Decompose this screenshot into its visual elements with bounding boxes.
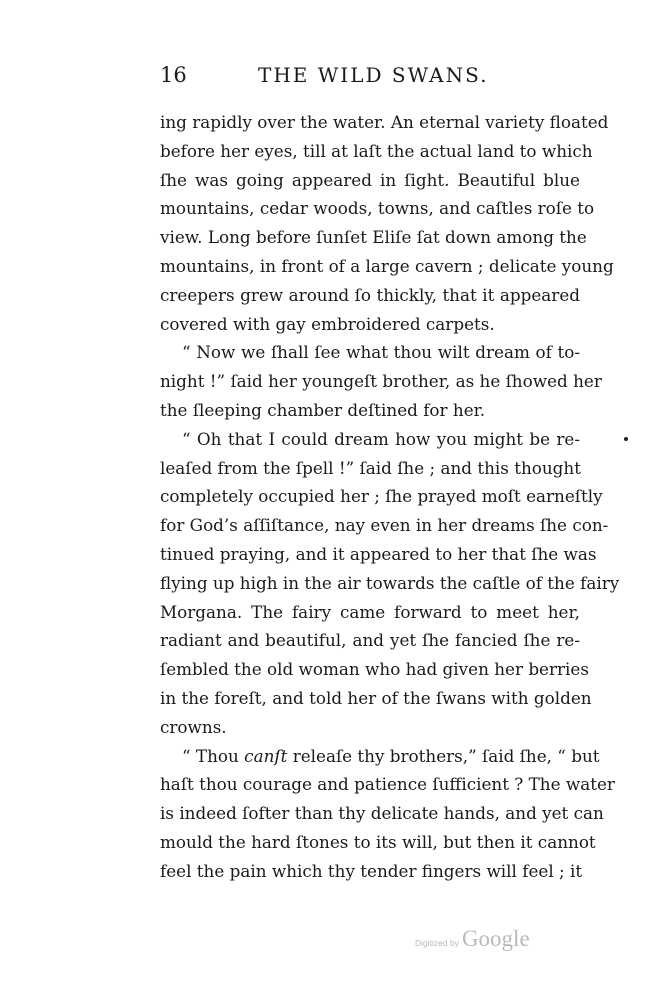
text-line: Morgana. The fairy came forward to meet her, [160, 601, 580, 622]
text-line: “ Oh that I could dream how you might be re- [182, 428, 580, 449]
text-line: mountains, in front of a large cavern ; delicate young [160, 255, 614, 276]
text-line: haſt thou courage and patience ſufficient ? The water [160, 774, 615, 795]
text-line: ing rapidly over the water. An eternal variety floated [160, 112, 609, 132]
text-line: ſembled the old woman who had given her berries [160, 659, 589, 680]
text-line: leaſed from the ſpell !” ſaid ſhe ; and this thought [160, 457, 581, 478]
text-line: radiant and beautiful, and yet ſhe fancied ſhe re- [160, 630, 580, 651]
text-line: mould the hard ſtones to its will, but then it cannot [160, 831, 596, 852]
text-line: in the foreſt, and told her of the ſwans with golden [160, 687, 592, 708]
text-line: completely occupied her ; ſhe prayed moſt earneſtly [160, 486, 603, 507]
text-line-mixed [160, 742, 600, 771]
text-line: night !” ſaid her youngeſt brother, as he ſhowed her [160, 371, 602, 392]
text-line: tinued praying, and it appeared to her that ſhe was [160, 543, 597, 564]
text-line: crowns. [160, 716, 227, 737]
italic-word: canſt [244, 745, 288, 766]
text-line: view. Long before ſunſet Eliſe ſat down among the [160, 227, 587, 248]
text-line: mountains, cedar woods, towns, and caſtles roſe to [160, 198, 595, 219]
text-line: “ Now we ſhall ſee what thou wilt dream of to- [182, 342, 580, 363]
text-line: covered with gay embroidered carpets. [160, 313, 495, 334]
ink-speck [624, 437, 628, 441]
text-line: is indeed ſofter than thy delicate hands, and yet can [160, 803, 604, 824]
text-line: before her eyes, till at laſt the actual land to which [160, 140, 593, 161]
text-line: for God’s aſſiſtance, nay even in her dreams ſhe con- [160, 515, 609, 536]
text-line: creepers grew around ſo thickly, that it appeared [160, 284, 580, 305]
watermark-brand: Google [461, 926, 530, 951]
text-line: the ſleeping chamber deſtined for her. [160, 399, 486, 420]
watermark-prefix: Digitized by [415, 938, 459, 948]
text-segment: releaſe thy brothers,” ſaid ſhe, “ but [292, 745, 600, 766]
running-title: THE WILD SWANS. [258, 63, 489, 87]
page-number: 16 [160, 63, 187, 87]
text-line: ſhe was going appeared in ſight. Beautiful blue [160, 169, 580, 190]
text-segment: “ Thou [182, 745, 239, 766]
digitized-watermark [415, 926, 530, 952]
page-header [160, 63, 580, 93]
text-line: feel the pain which thy tender fingers will feel ; it [160, 860, 583, 881]
body-text [160, 108, 620, 886]
text-line: flying up high in the air towards the caſtle of the fairy [160, 572, 620, 593]
